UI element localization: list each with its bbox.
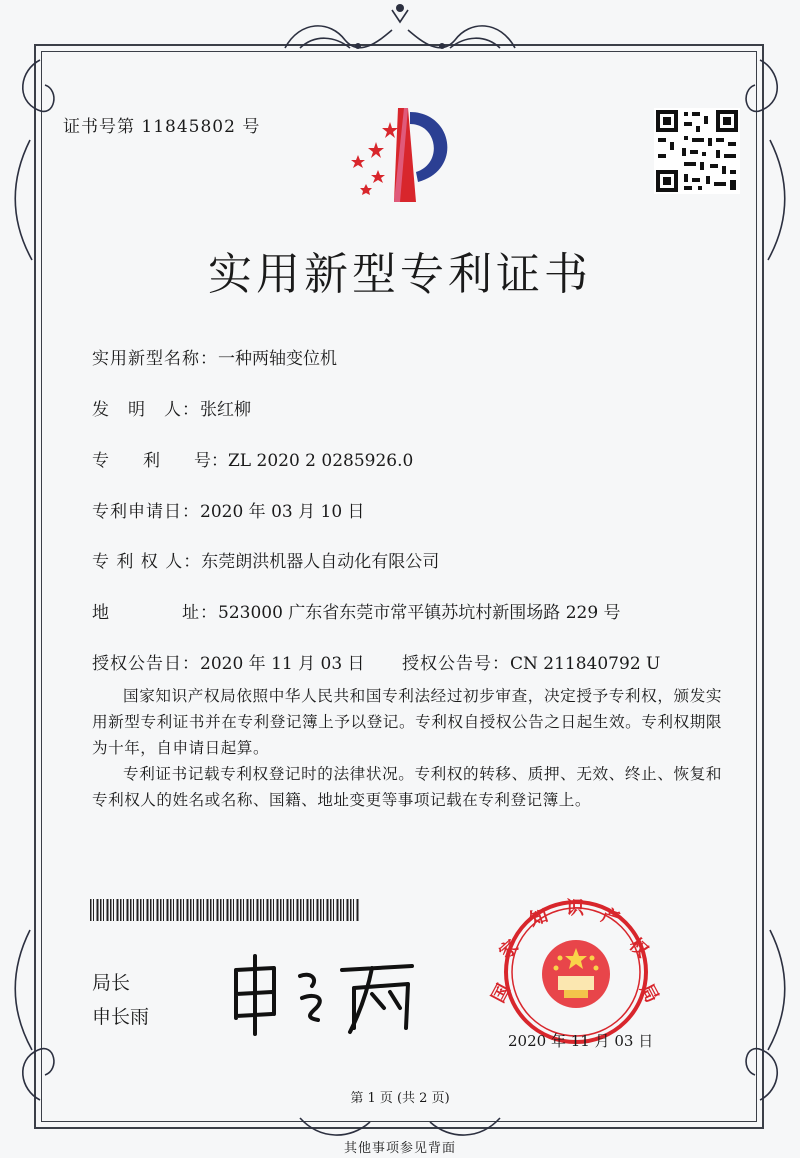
- svg-text:局: 局: [635, 980, 663, 1007]
- field-value: 一种两轴变位机: [218, 349, 337, 369]
- svg-text:家: 家: [495, 936, 523, 964]
- field-label: 发 明 人：: [92, 400, 200, 420]
- body-paragraph-1: 国家知识产权局依照中华人民共和国专利法经过初步审查，决定授予专利权，颁发实用新型专利证书并在专利登记簿上予以登记。专利权自授权公告之日起生效。专利权期限为十年，自申请日起算。: [92, 687, 722, 757]
- field-grant-date: [92, 649, 365, 674]
- field-utility-model-name: [92, 344, 337, 369]
- field-value: CN 211840792 U: [510, 654, 661, 674]
- field-grant-number: [402, 649, 660, 674]
- director-title: 局长: [92, 972, 131, 994]
- svg-text:知: 知: [527, 905, 551, 931]
- field-value: 东莞朗洪机器人自动化有限公司: [201, 552, 440, 572]
- svg-text:识: 识: [566, 898, 584, 919]
- field-inventor: [92, 395, 251, 420]
- director-name: 申长雨: [92, 1006, 150, 1028]
- page-title: 实用新型专利证书: [208, 249, 592, 300]
- body-paragraph-2: 专利证书记载专利权登记时的法律状况。专利权的转移、质押、无效、终止、恢复和专利权人的姓名或名称、国籍、地址变更等事项记载在专利登记簿上。: [92, 765, 722, 809]
- field-value: 523000 广东省东莞市常平镇苏坑村新围场路 229 号: [218, 603, 621, 623]
- field-patent-number: [92, 446, 413, 471]
- certificate-number: [63, 112, 260, 137]
- field-label: 实用新型名称：: [92, 349, 218, 369]
- field-value: 2020 年 03 月 10 日: [200, 502, 365, 522]
- field-label: 地 址：: [92, 603, 218, 623]
- field-label: 专 利 权 人：: [92, 552, 202, 572]
- field-filing-date: [92, 497, 365, 522]
- footer-note: 其他事项参见背面: [343, 1141, 456, 1156]
- barcode: [90, 899, 360, 921]
- svg-text:权: 权: [624, 934, 653, 962]
- field-value: ZL 2020 2 0285926.0: [228, 451, 414, 471]
- field-label: 授权公告号：: [402, 654, 510, 674]
- svg-text:国: 国: [487, 980, 515, 1007]
- signing-date: 2020 年 11 月 03 日: [508, 1032, 654, 1050]
- cnipa-logo: [338, 100, 470, 208]
- cert-no-value: 11845802: [141, 117, 236, 137]
- svg-text:产: 产: [598, 904, 623, 931]
- field-label: 专 利 号：: [92, 451, 228, 471]
- cert-no-label: 证书号第: [63, 117, 135, 137]
- field-address: [92, 598, 621, 623]
- field-value: 张红柳: [200, 400, 251, 420]
- field-label: 授权公告日：: [92, 654, 200, 674]
- qr-code: [654, 108, 740, 194]
- cert-no-suffix: 号: [242, 117, 261, 137]
- field-value: 2020 年 11 月 03 日: [200, 654, 365, 674]
- handwritten-signature: [222, 948, 422, 1038]
- official-seal: [486, 896, 666, 1048]
- page-number: 第 1 页 (共 2 页): [350, 1091, 450, 1106]
- field-patent-holder: [92, 547, 439, 572]
- field-label: 专利申请日：: [92, 502, 200, 522]
